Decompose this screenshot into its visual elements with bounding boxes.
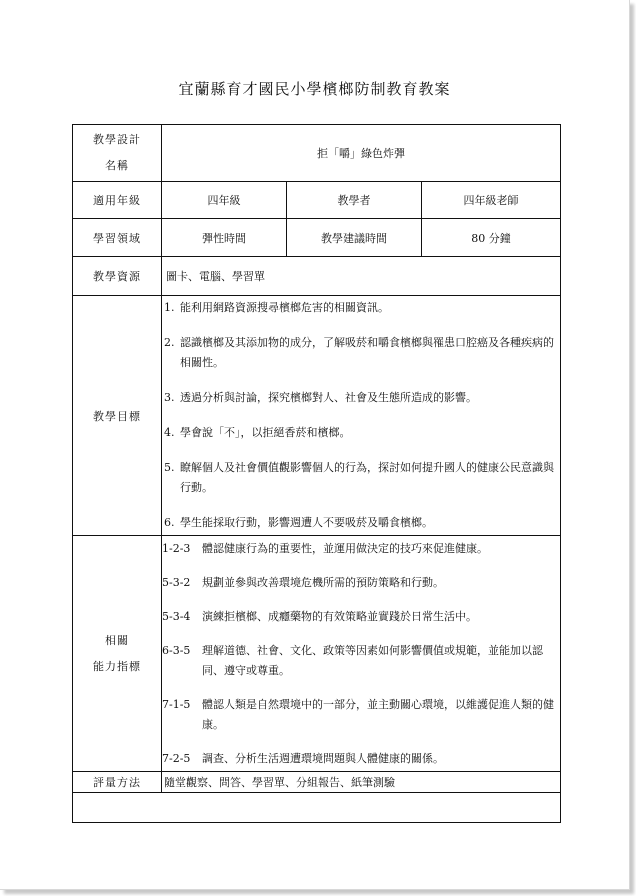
design-name-label-line-1: 教學設計 (93, 133, 141, 146)
indicators-label (73, 536, 162, 772)
row-domain (73, 219, 561, 257)
goals-label: 教學目標 (73, 296, 162, 536)
goal-item: 3. 透過分析與討論，探究檳榔對人、社會及生態所造成的影響。 (164, 391, 477, 404)
time-label: 教學建議時間 (287, 219, 422, 257)
indicator-item: 5-3-4 演練拒檳榔、成癮藥物的有效策略並實踐於日常生活中。 (162, 609, 477, 623)
resources-label: 教學資源 (73, 257, 162, 296)
row-resources (73, 257, 561, 296)
row-empty (73, 793, 561, 823)
row-goals (73, 296, 561, 536)
indicators-label-line-1: 相關 (105, 633, 129, 647)
design-name-label (73, 125, 162, 182)
row-design-name (73, 125, 561, 182)
indicator-item: 5-3-2 規劃並參與改善環境危機所需的預防策略和行動。 (162, 575, 444, 589)
indicator-item: 1-2-3 體認健康行為的重要性，並運用做決定的技巧來促進健康。 (162, 541, 488, 555)
assessment-label: 評量方法 (73, 772, 162, 793)
resources-value: 圖卡、電腦、學習單 (162, 257, 561, 296)
goal-item: 2. 認識檳榔及其添加物的成分，了解吸菸和嚼食檳榔與罹患口腔癌及各種疾病的相關性。 (164, 336, 554, 369)
empty-cell (73, 793, 561, 823)
row-assessment (73, 772, 561, 793)
indicator-item: 6-3-5 理解道德、社會、文化、政策等因素如何影響價值或規範，並能加以認同、遵守或尊重。 (162, 643, 543, 677)
lesson-plan-table (72, 124, 561, 823)
row-indicators (73, 536, 561, 772)
time-value: 80 分鐘 (422, 219, 561, 257)
design-name-label-line-2: 名稱 (105, 159, 129, 172)
grade-label: 適用年級 (73, 182, 162, 219)
domain-label: 學習領域 (73, 219, 162, 257)
indicators-list (162, 536, 561, 772)
indicator-item: 7-2-5 調查、分析生活週遭環境問題與人體健康的關係。 (162, 751, 444, 765)
teacher-value: 四年級老師 (422, 182, 561, 219)
goal-item: 1. 能利用網路資源搜尋檳榔危害的相關資訊。 (164, 301, 389, 314)
document-title: 宜蘭縣育才國民小學檳榔防制教育教案 (178, 80, 451, 98)
indicators-label-line-2: 能力指標 (93, 659, 141, 673)
domain-value: 彈性時間 (162, 219, 287, 257)
row-grade (73, 182, 561, 219)
indicator-item: 7-1-5 體認人類是自然環境中的一部分，並主動關心環境，以維護促進人類的健康。 (162, 697, 554, 731)
teacher-label: 教學者 (287, 182, 422, 219)
goals-list (162, 296, 561, 536)
goal-item: 6. 學生能採取行動，影響週遭人不要吸菸及嚼食檳榔。 (164, 516, 433, 529)
assessment-value: 隨堂觀察、問答、學習單、分組報告、紙筆測驗 (162, 772, 561, 793)
design-name-value: 拒「嚼」綠色炸彈 (162, 125, 561, 182)
goal-item: 5. 瞭解個人及社會價值觀影響個人的行為，探討如何提升國人的健康公民意識與行動。 (164, 461, 554, 494)
grade-value: 四年級 (162, 182, 287, 219)
goal-item: 4. 學會說「不」，以拒絕香菸和檳榔。 (164, 426, 351, 439)
